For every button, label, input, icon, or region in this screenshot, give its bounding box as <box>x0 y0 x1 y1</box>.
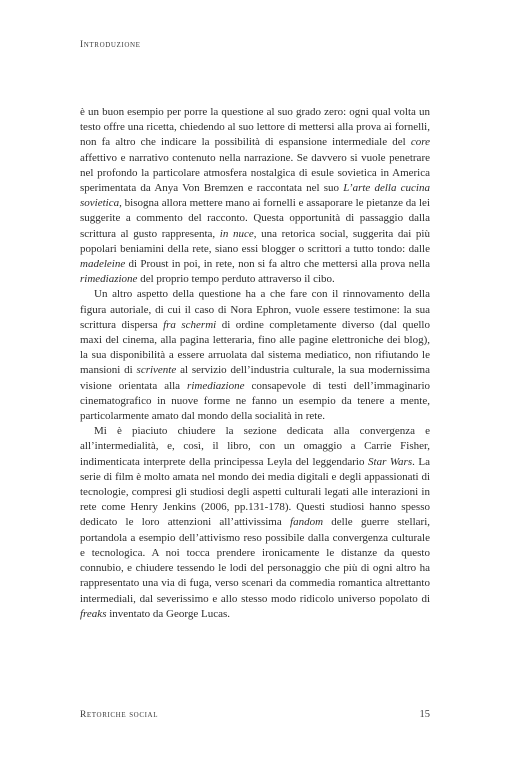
body-text <box>80 105 430 622</box>
footer-book-title: Retoriche social <box>80 710 159 720</box>
text-run: , bisogna allora mettere mano ai fornelli e assaporare le pietanze da lei suggerite a commento del racconto. Questa opportunità di passaggio dalla scrittura al gusto rappresenta, <box>80 197 430 240</box>
text-run: affettivo e narrativo contenuto nella narrazione. Se davvero si vuole penetrare nel profondo la particolare atmosfera nostalgica di esule sovietica in America sperimentata da Anya Von Bremzen e raccontata nel suo <box>80 151 430 195</box>
page-number: 15 <box>419 709 430 720</box>
text-run: di ordine completamente diverso (dal quello maxi del cinema, alla pagina letteraria, fino alle pagine elettroniche dei blog), la sua disponibilità a essere arruolata dal sistema mediatico, non rifiutando le mansioni di <box>80 318 430 377</box>
text-run: Un altro aspetto della questione ha a che fare con il rinnovamento della figura autoriale, di cui il caso di Nora Ephron, vuole essere testimone: la sua scrittura dispersa <box>80 288 430 331</box>
paragraph <box>80 424 430 622</box>
text-run: del proprio tempo perduto attraverso il cibo. <box>137 273 335 286</box>
text-run: è un buon esempio per porre la questione al suo grado zero: ogni qual volta un testo offre una ricetta, chiedendo al suo lettore di mettersi alla prova ai fornelli, non fa altro che indicare la possibilità di espansione intermediale del <box>80 106 430 149</box>
text-run: . La serie di film è molto amata nel mondo dei media digitali e degli appassionati di tecnologie, compresi gli studiosi degli aspetti culturali legati alle interazioni in rete come Henry Jenkins (2006, pp.131-178). Questi studiosi hanno spesso dedicato le loro attenzioni all’attivissima <box>80 455 430 529</box>
text-run: , una retorica social, suggerita dai più popolari beniamini della rete, siano essi blogger o scrittori a tutto tondo: dalle <box>80 227 430 255</box>
text-run: delle guerre stellari, portandola a esempio dell’attivismo reso possibile dalla convergenza culturale e tecnologica. A noi tocca prendere ironicamente le distanze da questo connubio, e chiudere tessendo le lodi del personaggio che più di ogni altro ha rappresentato una via di fuga, verso scenari da commedia romantica altrettanto intermediali, dal severissimo e allo stesso modo ridicolo universo popolato di <box>80 516 431 605</box>
paragraph <box>80 287 430 424</box>
text-run: inventato da George Lucas. <box>106 607 230 620</box>
text-run: Mi è piaciuto chiudere la sezione dedicata alla convergenza e all’intermedialità, e, così, il libro, con un omaggio a Carrie Fisher, indimenticata interprete della principessa Leyla del leggendario <box>80 425 430 468</box>
italic-run: fandom <box>290 516 324 529</box>
italic-run: freaks <box>80 607 107 620</box>
italic-run: scrivente <box>136 364 177 377</box>
italic-run: rimediazione <box>80 273 138 286</box>
italic-run: madeleine <box>80 258 126 271</box>
text-run: al servizio dell’industria culturale, la sua modernissima visione orientata alla <box>80 364 430 392</box>
text-run: consapevole di testi dell’immaginario cinematografico in nuove forme ne fanno un esempio da tenere a mente, particolarmente amato dal mondo della socialità in rete. <box>80 379 430 423</box>
italic-run: L’arte della cucina sovietica <box>80 182 430 210</box>
italic-run: Star Wars <box>368 455 413 468</box>
italic-run: fra schermi <box>163 318 217 331</box>
paragraph <box>80 105 430 287</box>
italic-run: in nuce <box>219 227 254 240</box>
running-head: Introduzione <box>80 40 141 50</box>
italic-run: core <box>410 136 430 149</box>
text-run: di Proust in poi, in rete, non si fa altro che mettersi alla prova nella <box>125 258 430 271</box>
italic-run: rimediazione <box>187 379 245 392</box>
